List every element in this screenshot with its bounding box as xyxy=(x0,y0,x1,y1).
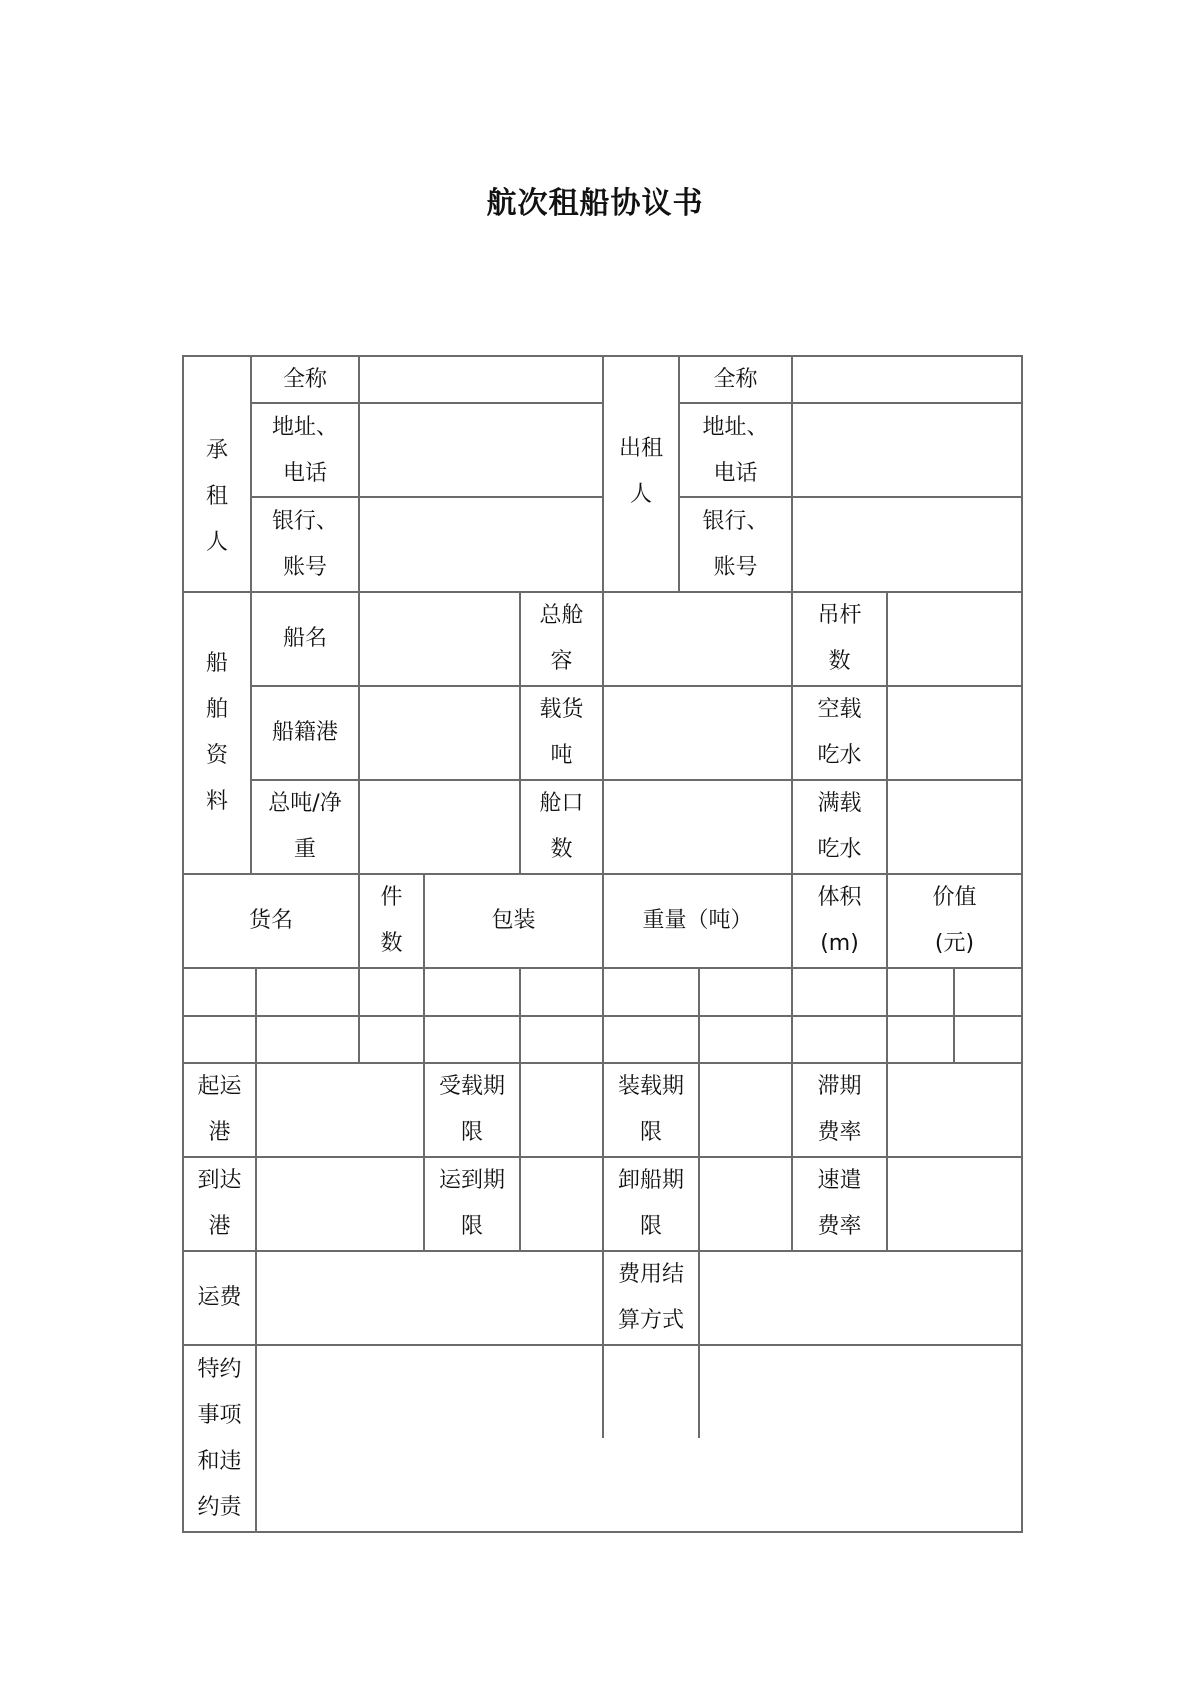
arrival-port-label: 到达 港 xyxy=(197,1168,242,1239)
lessee-bank-account-field[interactable] xyxy=(359,498,603,592)
unloading-period-label: 卸船期 限 xyxy=(617,1168,684,1239)
lessor-full-name-field[interactable] xyxy=(792,357,1022,403)
lessor-address-phone-label: 地址、 电话 xyxy=(702,415,769,486)
lessee-full-name-field[interactable] xyxy=(359,357,603,403)
cargo-name-header: 货名 xyxy=(248,908,293,933)
special-terms-label: 特约 事项 和违 约责 xyxy=(197,1356,242,1520)
dispatch-rate-field[interactable] xyxy=(887,1158,1022,1250)
derrick-count-label: 吊杆 数 xyxy=(817,603,862,674)
departure-port-label: 起运 港 xyxy=(197,1074,242,1145)
gross-net-tonnage-field[interactable] xyxy=(359,781,520,873)
acceptance-period-field[interactable] xyxy=(520,1064,603,1156)
total-capacity-field[interactable] xyxy=(603,593,792,685)
cargo-packing-header: 包装 xyxy=(491,908,536,933)
cargo-row-1[interactable] xyxy=(183,969,1022,1015)
gross-net-tonnage-label: 总吨/净 重 xyxy=(268,791,342,862)
unloading-period-field[interactable] xyxy=(699,1158,792,1250)
lessee-label: 承 租 人 xyxy=(205,437,228,555)
delivery-period-field[interactable] xyxy=(520,1158,603,1250)
loading-period-field[interactable] xyxy=(699,1064,792,1156)
lessee-address-phone-field[interactable] xyxy=(359,404,603,498)
page-title: 航次租船协议书 xyxy=(486,186,704,221)
light-draft-field[interactable] xyxy=(887,687,1022,779)
lessor-bank-account-label: 银行、 账号 xyxy=(702,509,769,580)
cargo-weight-header: 重量（吨） xyxy=(642,908,753,933)
lessor-bank-account-field[interactable] xyxy=(792,498,1022,592)
freight-field[interactable] xyxy=(257,1252,603,1344)
lessee-address-phone-label: 地址、 电话 xyxy=(271,415,338,486)
cargo-pieces-header: 件 数 xyxy=(380,885,403,956)
dispatch-rate-label: 速遣 费率 xyxy=(817,1168,862,1239)
cargo-tonnage-label: 载货 吨 xyxy=(539,697,584,768)
ship-name-label: 船名 xyxy=(282,626,327,651)
port-of-registry-field[interactable] xyxy=(359,687,520,779)
ship-name-field[interactable] xyxy=(359,593,520,685)
delivery-period-label: 运到期 限 xyxy=(438,1168,505,1239)
table-border-bottom xyxy=(183,1531,1023,1533)
lessor-address-phone-field[interactable] xyxy=(792,404,1022,498)
loading-period-label: 装载期 限 xyxy=(617,1074,684,1145)
ship-info-label: 船 舶 资 料 xyxy=(205,651,228,814)
hatch-count-field[interactable] xyxy=(603,781,792,873)
demurrage-rate-label: 滞期 费率 xyxy=(817,1074,862,1145)
cargo-volume-header: 体积 (m) xyxy=(817,885,862,956)
port-of-registry-label: 船籍港 xyxy=(271,720,338,745)
light-draft-label: 空载 吃水 xyxy=(817,697,862,768)
total-capacity-label: 总舱 容 xyxy=(539,603,584,674)
cargo-value-header: 价值 (元) xyxy=(932,885,977,956)
departure-port-field[interactable] xyxy=(257,1064,424,1156)
full-draft-field[interactable] xyxy=(887,781,1022,873)
derrick-count-field[interactable] xyxy=(887,593,1022,685)
lessee-bank-account-label: 银行、 账号 xyxy=(271,509,338,580)
cargo-tonnage-field[interactable] xyxy=(603,687,792,779)
arrival-port-field[interactable] xyxy=(257,1158,424,1250)
lessee-full-name-label: 全称 xyxy=(282,367,327,392)
settlement-method-field[interactable] xyxy=(699,1252,1022,1344)
freight-label: 运费 xyxy=(197,1285,242,1310)
settlement-method-label: 费用结 算方式 xyxy=(617,1262,684,1333)
demurrage-rate-field[interactable] xyxy=(887,1064,1022,1156)
hatch-count-label: 舱口 数 xyxy=(539,791,584,862)
acceptance-period-label: 受载期 限 xyxy=(438,1074,505,1145)
full-draft-label: 满载 吃水 xyxy=(817,791,862,862)
special-terms-field[interactable] xyxy=(257,1346,1022,1531)
lessor-label: 出租 人 xyxy=(618,436,663,507)
lessor-full-name-label: 全称 xyxy=(713,367,758,392)
cargo-row-2[interactable] xyxy=(183,1017,1022,1062)
